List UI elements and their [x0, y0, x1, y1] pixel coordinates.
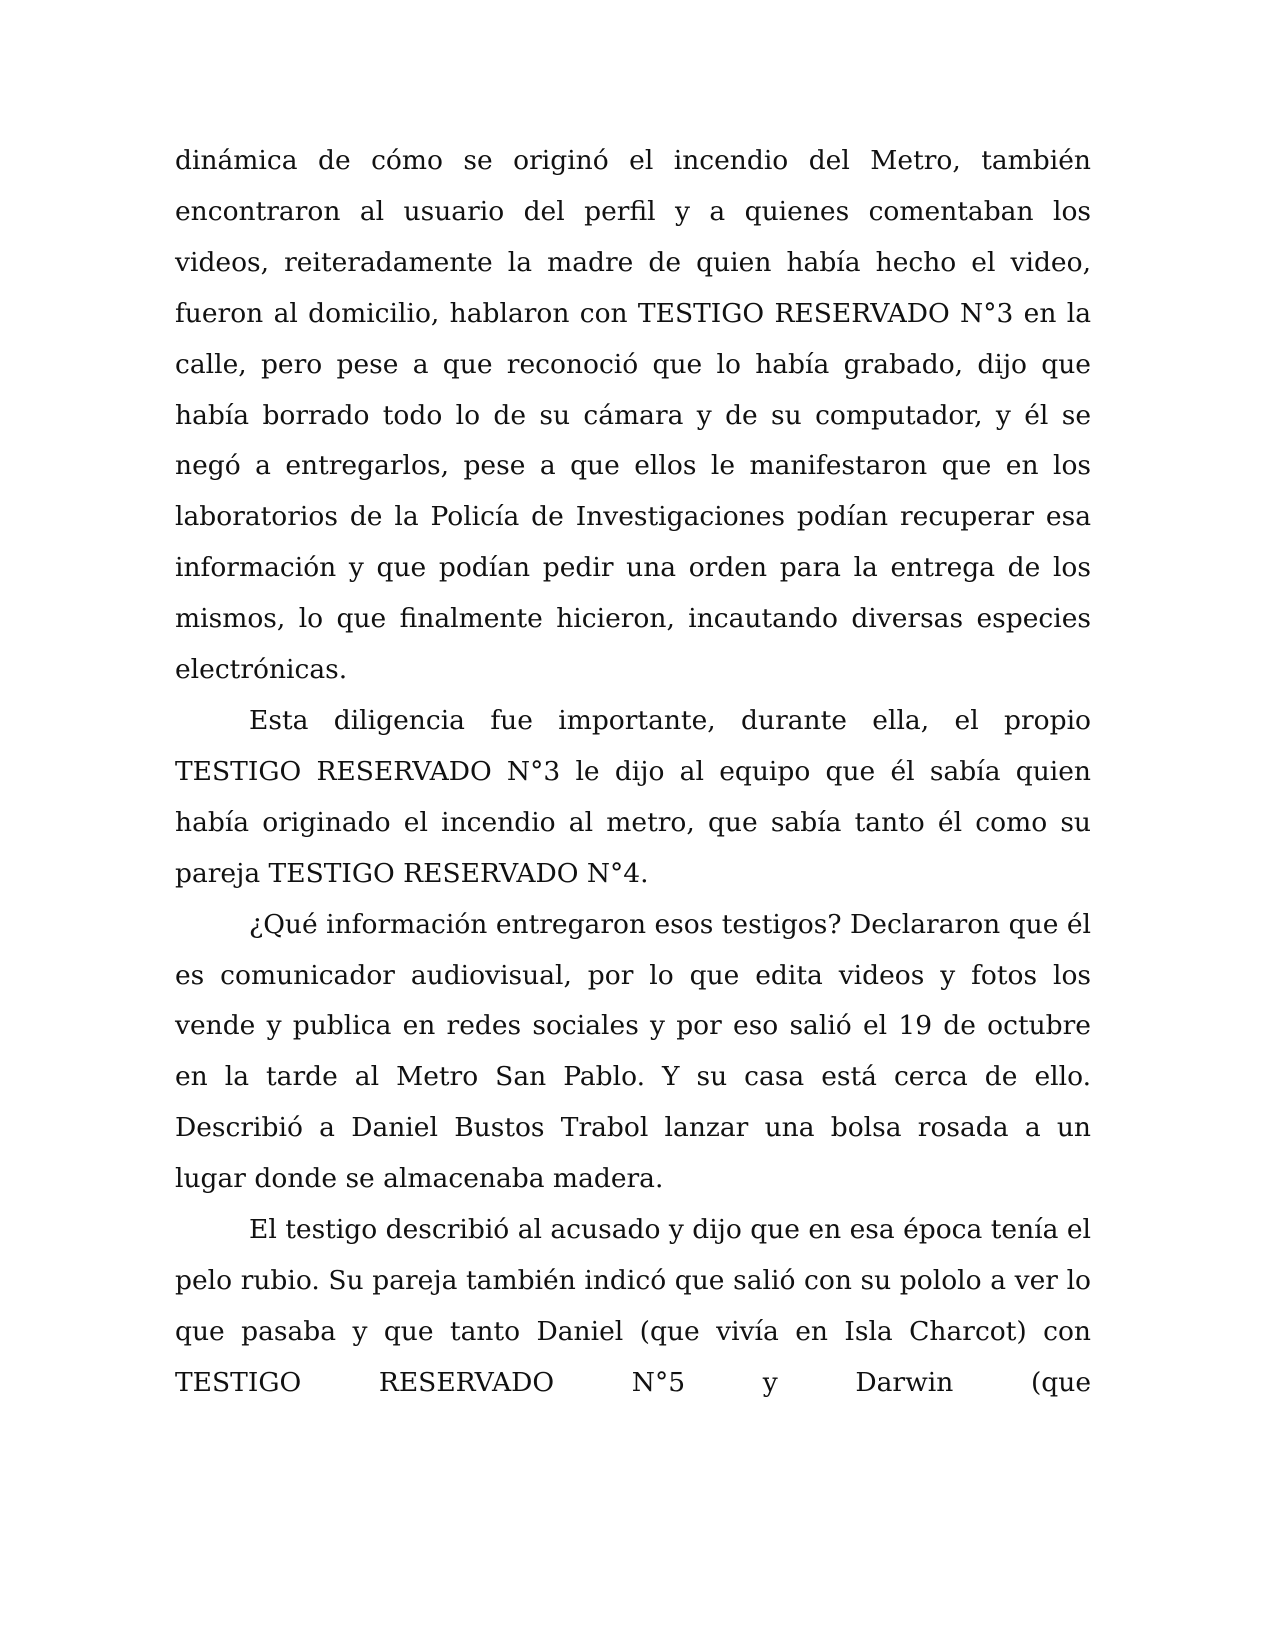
paragraph-2: Esta diligencia fue importante, durante ella, el propio TESTIGO RESERVADO N°3 le dijo al equipo que él sabía quien había originado el incendio al metro, que sabía tanto él como su pareja TESTIGO RESERVADO N°4.: [175, 704, 1091, 889]
paragraph-1: dinámica de cómo se originó el incendio del Metro, también encontraron al usuario del perfil y a quienes comentaban los videos, reiteradamente la madre de quien había hecho el video, fueron al domicilio, hablaron con TESTIGO RESERVADO N°3 en la calle, pero pese a que reconoció que lo había grabado, dijo que había borrado todo lo de su cámara y de su computador, y él se negó a entregarlos, pese a que ellos le manifestaron que en los laboratorios de la Policía de Investigaciones podían recuperar esa información y que podían pedir una orden para la entrega de los mismos, lo que finalmente hicieron, incautando diversas especies electrónicas.: [175, 145, 1091, 686]
paragraph-4: El testigo describió al acusado y dijo que en esa época tenía el pelo rubio. Su pareja también indicó que salió con su pololo a ver lo que pasaba y que tanto Daniel (que vivía en Isla Charcot) con TESTIGO RESERVADO N°5 y Darwin (que: [175, 1214, 1091, 1398]
document-body: [175, 136, 1091, 1409]
paragraph-3: ¿Qué información entregaron esos testigos? Declararon que él es comunicador audiovisual, por lo que edita videos y fotos los vende y publica en redes sociales y por eso salió el 19 de octubre en la tarde al Metro San Pablo. Y su casa está cerca de ello. Describió a Daniel Bustos Trabol lanzar una bolsa rosada a un lugar donde se almacenaba madera.: [175, 908, 1091, 1195]
